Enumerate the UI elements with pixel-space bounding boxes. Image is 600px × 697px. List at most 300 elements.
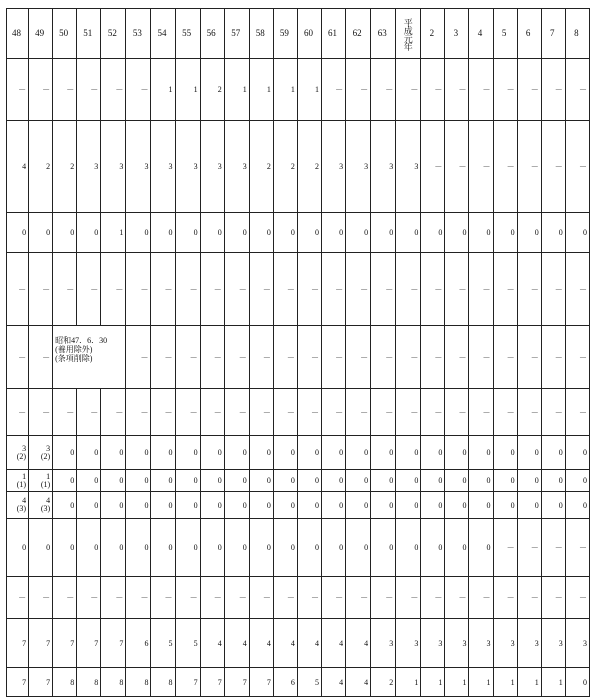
table-cell: 0 [101,519,126,577]
table-cell: － [200,326,224,389]
table-cell: 0 [421,213,445,253]
table-cell: － [469,326,493,389]
table-cell: － [77,59,101,121]
table-cell: 0 [565,668,589,697]
table-cell: 0 [273,436,297,470]
table-cell: 0 [322,492,346,519]
cell-count: 1 [22,471,27,481]
table-cell: 0 [273,492,297,519]
table-cell: － [175,577,200,619]
table-cell: － [7,253,29,326]
table-row [7,253,590,326]
table-cell: － [53,59,77,121]
table-cell: － [421,577,445,619]
table-cell: － [29,326,53,389]
table-row [7,519,590,577]
table-cell: 7 [200,668,224,697]
table-cell: 0 [249,492,273,519]
table-cell: － [200,389,224,436]
table-cell: － [224,326,249,389]
table-cell: 1 [396,668,421,697]
table-cell: － [151,577,175,619]
table-cell: － [249,577,273,619]
table-cell: 1 [541,668,565,697]
table-cell: 0 [53,436,77,470]
table-cell: 3 [175,121,200,213]
table-cell: 0 [175,519,200,577]
table-cell: 0 [224,492,249,519]
table-cell: 4 [322,668,346,697]
table-cell: 1 [249,59,273,121]
table-cell: 0 [151,470,175,492]
table-cell: 0 [126,213,151,253]
table-cell: 0 [371,519,396,577]
note-line: 昭和47．6．30 [55,336,108,345]
table-cell: － [469,253,493,326]
table-cell: 7 [29,668,53,697]
table-cell: － [445,577,469,619]
header-year-60: 60 [297,9,321,59]
table-cell: 0 [273,470,297,492]
table-cell: － [101,253,126,326]
table-cell: 0 [322,213,346,253]
table-cell: － [493,389,517,436]
table-cell: － [151,253,175,326]
table-cell: － [541,59,565,121]
statistics-table-page [6,8,590,687]
table-cell: 0 [200,470,224,492]
table-cell: 0 [396,492,421,519]
header-year-54: 54 [151,9,175,59]
table-cell: － [517,121,541,213]
header-year-52: 52 [101,9,126,59]
header-year-55: 55 [175,9,200,59]
table-cell: 0 [53,492,77,519]
table-cell [29,436,53,470]
table-cell: － [469,389,493,436]
table-cell: 3 [421,619,445,668]
table-cell: 2 [200,59,224,121]
cell-count: 3 [22,443,27,453]
table-cell: － [493,59,517,121]
header-row [7,9,590,59]
table-cell: 0 [346,436,371,470]
table-cell: 7 [7,619,29,668]
table-cell: － [396,326,421,389]
table-cell: 8 [77,668,101,697]
table-cell: － [565,389,589,436]
table-cell: 0 [249,213,273,253]
table-cell: － [493,519,517,577]
table-cell: 4 [200,619,224,668]
table-cell: 0 [249,470,273,492]
table-cell: － [421,59,445,121]
table-cell: 0 [7,213,29,253]
table-cell: 0 [297,492,321,519]
table-cell: 4 [297,619,321,668]
table-cell: 0 [322,436,346,470]
table-cell: 0 [297,436,321,470]
table-cell: 0 [175,213,200,253]
table-cell: 0 [565,492,589,519]
table-cell: 0 [469,519,493,577]
table-cell: 1 [493,668,517,697]
table-cell: 0 [273,519,297,577]
table-cell: － [273,326,297,389]
table-cell: 7 [101,619,126,668]
table-cell: 0 [200,492,224,519]
table-cell: － [77,253,101,326]
table-cell: － [200,577,224,619]
table-cell: 0 [421,470,445,492]
table-cell: 0 [445,213,469,253]
table-cell: － [77,577,101,619]
table-row [7,213,590,253]
table-cell: 3 [541,619,565,668]
table-cell: 3 [565,619,589,668]
table-cell: － [421,121,445,213]
table-cell: 3 [371,121,396,213]
table-cell: － [469,577,493,619]
table-cell: 1 [101,213,126,253]
table-cell: － [517,253,541,326]
table-cell: 7 [224,668,249,697]
table-cell: － [29,253,53,326]
era-label: 平成元年 [402,18,413,50]
table-cell: 0 [493,470,517,492]
table-cell: 0 [541,470,565,492]
table-cell: － [541,326,565,389]
table-cell: 0 [101,436,126,470]
table-cell: － [151,326,175,389]
table-cell: 0 [445,519,469,577]
table-cell: 0 [541,492,565,519]
table-cell [29,492,53,519]
cell-subcount: (2) [40,451,51,461]
header-year-53: 53 [126,9,151,59]
table-cell: 8 [53,668,77,697]
table-cell: 0 [517,436,541,470]
header-year-8: 8 [565,9,589,59]
table-cell: － [126,59,151,121]
table-cell: 0 [445,436,469,470]
cell-count: 3 [46,443,51,453]
header-year-61: 61 [322,9,346,59]
table-cell: － [346,326,371,389]
cell-subcount: (1) [40,479,51,489]
table-cell: 2 [53,121,77,213]
table-cell: － [53,253,77,326]
header-year-7: 7 [541,9,565,59]
table-cell: 8 [126,668,151,697]
table-cell: － [517,577,541,619]
table-cell: 0 [396,519,421,577]
table-cell: － [517,326,541,389]
table-cell: 0 [297,519,321,577]
table-cell: － [53,389,77,436]
table-cell: 1 [469,668,493,697]
table-cell: 1 [224,59,249,121]
header-year-62: 62 [346,9,371,59]
table-cell: 3 [396,121,421,213]
header-year-63: 63 [371,9,396,59]
table-cell: － [175,326,200,389]
table-cell: － [224,577,249,619]
table-cell: － [493,121,517,213]
table-cell: 0 [53,519,77,577]
table-cell: 0 [53,213,77,253]
table-cell: － [224,253,249,326]
table-cell: 0 [322,519,346,577]
table-cell: － [421,326,445,389]
table-cell: － [445,253,469,326]
table-cell: － [396,253,421,326]
table-cell: 3 [126,121,151,213]
table-cell: 5 [151,619,175,668]
table-cell: － [421,253,445,326]
table-cell: － [273,253,297,326]
table-cell: 0 [469,436,493,470]
table-cell: － [273,389,297,436]
table-cell: － [371,326,396,389]
table-cell: 0 [493,213,517,253]
table-cell: 0 [445,492,469,519]
table-row [7,470,590,492]
table-cell: － [517,519,541,577]
table-cell: － [517,389,541,436]
table-cell: 0 [126,492,151,519]
table-cell: 0 [77,436,101,470]
table-cell: 0 [151,492,175,519]
table-cell: － [565,326,589,389]
table-cell: 0 [517,470,541,492]
table-cell: － [297,389,321,436]
table-cell: 0 [421,492,445,519]
table-cell: 0 [101,492,126,519]
table-cell: 4 [346,619,371,668]
table-cell: 0 [322,470,346,492]
table-cell: － [322,253,346,326]
table-cell: 0 [565,213,589,253]
table-cell: 0 [493,436,517,470]
table-cell: 0 [151,519,175,577]
header-year-56: 56 [200,9,224,59]
table-cell: 0 [175,492,200,519]
table-cell: 0 [371,213,396,253]
table-cell: 0 [371,436,396,470]
cell-count: 4 [22,496,27,505]
table-cell: 3 [396,619,421,668]
table-cell: 2 [273,121,297,213]
table-row [7,492,590,519]
table-cell: 4 [322,619,346,668]
table-cell: 3 [322,121,346,213]
table-cell: 6 [126,619,151,668]
table-cell: － [175,389,200,436]
header-year-heisei-gannen [396,9,421,59]
table-row [7,577,590,619]
table-cell: － [7,326,29,389]
table-cell: 0 [541,436,565,470]
yearly-count-table [6,8,590,697]
header-year-59: 59 [273,9,297,59]
table-cell: 4 [346,668,371,697]
table-cell: － [101,389,126,436]
table-cell: 0 [29,519,53,577]
table-cell: － [7,577,29,619]
table-cell: － [469,121,493,213]
table-cell: － [517,59,541,121]
table-row [7,59,590,121]
table-cell: 0 [565,470,589,492]
table-cell: 0 [469,213,493,253]
table-cell: 0 [200,519,224,577]
table-cell: 3 [224,121,249,213]
table-cell: － [371,253,396,326]
cell-count: 1 [46,471,51,481]
table-cell: － [445,326,469,389]
table-cell: 2 [249,121,273,213]
table-cell: 0 [126,519,151,577]
table-cell: 7 [29,619,53,668]
table-cell: － [445,121,469,213]
table-cell: － [151,389,175,436]
table-cell: 3 [101,121,126,213]
table-cell: 0 [421,519,445,577]
table-cell: 0 [224,519,249,577]
table-cell: － [77,389,101,436]
table-cell [29,470,53,492]
table-cell: 0 [346,470,371,492]
table-cell: － [371,389,396,436]
table-cell: 0 [371,492,396,519]
table-cell: － [297,326,321,389]
table-cell: － [322,577,346,619]
table-cell: 0 [77,470,101,492]
note-line: (養用除外) [55,345,93,354]
table-cell: 0 [77,492,101,519]
table-cell: 0 [151,213,175,253]
table-cell: 0 [29,213,53,253]
table-cell: 3 [469,619,493,668]
header-year-48: 48 [7,9,29,59]
table-cell [7,436,29,470]
table-cell: 1 [175,59,200,121]
table-cell: － [126,253,151,326]
table-cell: 1 [151,59,175,121]
table-cell: 0 [126,470,151,492]
table-cell: － [175,253,200,326]
table-cell: － [53,577,77,619]
table-cell: － [346,253,371,326]
table-cell: 0 [224,213,249,253]
table-row [7,619,590,668]
table-cell: 0 [346,213,371,253]
table-cell: － [297,253,321,326]
table-cell: － [541,253,565,326]
table-cell: 3 [77,121,101,213]
table-cell: － [322,389,346,436]
table-cell: － [200,253,224,326]
table-cell: 1 [297,59,321,121]
table-cell: 0 [77,519,101,577]
table-cell [7,492,29,519]
table-cell: － [541,389,565,436]
table-cell: － [541,577,565,619]
table-cell: － [126,577,151,619]
table-cell: 3 [151,121,175,213]
table-cell: 2 [297,121,321,213]
note-line: (条項削除) [55,354,93,363]
table-row [7,326,590,389]
cell-subcount: (3) [16,504,27,513]
table-cell: 4 [224,619,249,668]
table-cell: － [249,389,273,436]
table-cell: 1 [445,668,469,697]
table-cell: 3 [200,121,224,213]
cell-count: 4 [46,496,51,505]
table-cell: 3 [445,619,469,668]
table-cell: 6 [273,668,297,697]
table-cell: － [371,59,396,121]
table-cell: 0 [469,470,493,492]
table-cell: 2 [29,121,53,213]
table-cell: 2 [371,668,396,697]
header-year-49: 49 [29,9,53,59]
table-cell: 0 [396,470,421,492]
table-cell: 0 [396,213,421,253]
table-cell: － [565,577,589,619]
table-cell: 7 [249,668,273,697]
table-cell: 0 [421,436,445,470]
table-cell: － [126,389,151,436]
table-cell: － [7,59,29,121]
table-cell: 7 [77,619,101,668]
table-cell: 0 [77,213,101,253]
header-year-50: 50 [53,9,77,59]
table-cell: － [493,253,517,326]
table-cell: － [101,59,126,121]
table-cell: － [396,389,421,436]
table-cell: 0 [346,492,371,519]
header-year-2: 2 [421,9,445,59]
table-cell: 8 [151,668,175,697]
table-cell: 3 [493,619,517,668]
header-year-4: 4 [469,9,493,59]
table-cell: － [29,577,53,619]
table-cell: － [396,59,421,121]
table-cell: － [346,59,371,121]
table-cell: 7 [7,668,29,697]
table-cell: 0 [346,519,371,577]
table-cell: － [322,59,346,121]
table-cell: 0 [224,436,249,470]
table-cell: － [396,577,421,619]
header-year-5: 5 [493,9,517,59]
table-row [7,389,590,436]
table-row [7,121,590,213]
table-cell: － [126,326,151,389]
table-cell: 0 [224,470,249,492]
table-cell: 1 [273,59,297,121]
note-cell [53,326,126,389]
table-cell: － [346,389,371,436]
repeal-note [55,336,135,363]
table-cell: 0 [53,470,77,492]
header-year-51: 51 [77,9,101,59]
table-cell: － [565,121,589,213]
table-cell: 0 [200,436,224,470]
